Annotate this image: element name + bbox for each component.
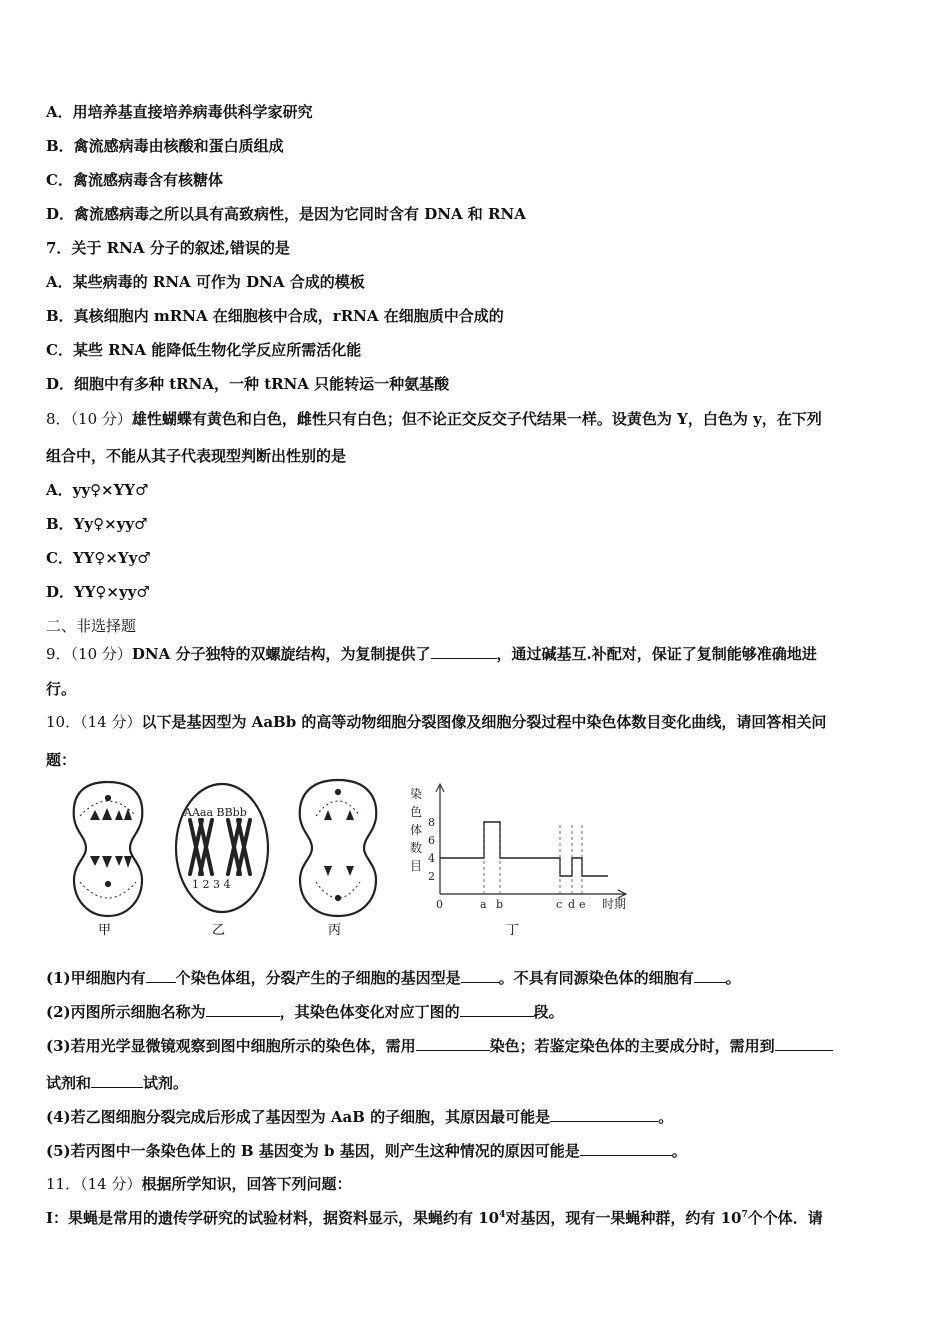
q11-stem-text: 根据所学知识，回答下列问题： xyxy=(141,1175,352,1193)
x-tick-0: 0 xyxy=(436,898,443,911)
q10-part1-blank-2 xyxy=(461,966,499,983)
q11-stem xyxy=(46,1174,910,1194)
q10-part4-blank-1 xyxy=(550,1105,658,1122)
q10-part1-blank-1 xyxy=(146,966,176,983)
q10-stem-text1: 以下是基因型为 AaBb 的高等动物细胞分裂图像及细胞分裂过程中染色体数目变化曲线，请回答相关问 xyxy=(141,713,827,731)
q10-part3-text-d: 试剂。 xyxy=(143,1074,189,1092)
q10-part1-text-b: 个染色体组，分裂产生的子细胞的基因型是 xyxy=(175,969,461,987)
label-bing: 丙 xyxy=(328,923,342,936)
label-yi: 乙 xyxy=(212,923,226,936)
y-label-char: 染 xyxy=(410,787,423,801)
y-tick-label: 6 xyxy=(428,834,435,847)
y-tick-label: 2 xyxy=(428,870,435,883)
q10-part3-text-b: 染色；若鉴定染色体的主要成分时，需用到 xyxy=(489,1037,775,1055)
y-tick-label: 4 xyxy=(428,852,435,865)
q10-part3-text-a: (3)若用光学显微镜观察到图中细胞所示的染色体，需用 xyxy=(46,1037,416,1055)
q8-option-d: D．YY♀×yy♂ xyxy=(46,583,150,601)
q11-sup-2: 7 xyxy=(741,1210,748,1220)
q8-option-c: C．YY♀×Yy♂ xyxy=(46,549,151,567)
q10-part2-blank-1 xyxy=(206,1000,280,1017)
q10-stem-line2: 题： xyxy=(46,751,77,769)
q10-part3-line1 xyxy=(46,1034,910,1056)
yi-top-label: AAaa BBbb xyxy=(184,806,247,819)
q11-part1-text-a: I：果蝇是常用的遗传学研究的试验材料，据资料显示，果蝇约有 10 xyxy=(46,1209,500,1227)
graph-ding xyxy=(410,784,626,911)
q10-part1-text-d: 。 xyxy=(725,969,741,987)
q9-blank-1 xyxy=(431,642,497,659)
x-tick-a: a xyxy=(480,898,487,911)
q10-part3-blank-3 xyxy=(91,1071,143,1088)
y-label-char: 目 xyxy=(410,859,423,873)
q9-stem-line2: 行。 xyxy=(46,680,77,698)
q11-part1-text-b: 对基因，现有一果蝇种群，约有 10 xyxy=(505,1209,742,1227)
q11-sup-1: 4 xyxy=(499,1210,506,1220)
q10-part2-blank-2 xyxy=(460,1000,534,1017)
q9-stem-line1 xyxy=(46,642,910,664)
x-axis-label: 时期 xyxy=(602,897,627,911)
cell-yi xyxy=(176,784,268,912)
q10-part1-blank-3 xyxy=(694,966,726,983)
q10-part5 xyxy=(46,1139,910,1161)
q9-stem-text1a: DNA 分子独特的双螺旋结构，为复制提供了 xyxy=(131,645,431,663)
chromosome-curve xyxy=(440,822,608,876)
q10-part2-text-a: (2)丙图所示细胞名称为 xyxy=(46,1003,206,1021)
y-label-char: 数 xyxy=(410,841,423,855)
section-heading: 二、非选择题 xyxy=(46,617,137,635)
q6-option-c: C．禽流感病毒含有核糖体 xyxy=(46,171,223,189)
y-label-char: 色 xyxy=(410,805,423,819)
q8-option-b: B．Yy♀×yy♂ xyxy=(46,515,148,533)
label-jia: 甲 xyxy=(98,923,112,936)
q7-option-c: C．某些 RNA 能降低生物化学反应所需活化能 xyxy=(46,341,362,359)
q10-part4-text-b: 。 xyxy=(658,1108,674,1126)
x-tick-e: e xyxy=(579,898,586,911)
q6-option-d: D．禽流感病毒之所以具有高致病性，是因为它同时含有 DNA 和 RNA xyxy=(46,205,526,223)
q6-option-a: A．用培养基直接培养病毒供科学家研究 xyxy=(46,103,313,121)
q7-option-b: B．真核细胞内 mRNA 在细胞核中合成，rRNA 在细胞质中合成的 xyxy=(46,307,504,325)
q10-part5-text-a: (5)若丙图中一条染色体上的 B 基因变为 b 基因，则产生这种情况的原因可能是 xyxy=(46,1142,580,1160)
q10-part1-text-a: (1)甲细胞内有 xyxy=(46,969,146,987)
q8-stem-text1: 雄性蝴蝶有黄色和白色，雌性只有白色；但不论正交反交子代结果一样。设黄色为 Y，白色为 y，在下列 xyxy=(131,410,822,428)
y-tick-label: 8 xyxy=(428,816,435,829)
q7-option-a: A．某些病毒的 RNA 可作为 DNA 合成的模板 xyxy=(46,273,365,291)
y-label-char: 体 xyxy=(410,823,423,837)
q10-part3-line2 xyxy=(46,1071,910,1093)
q10-part2-text-c: 段。 xyxy=(533,1003,564,1021)
x-tick-c: c xyxy=(556,898,563,911)
cell-division-figure xyxy=(60,776,650,936)
q11-part1-line1 xyxy=(46,1208,910,1228)
yi-number-label: 1 2 3 4 xyxy=(192,878,231,891)
label-ding: 丁 xyxy=(506,923,520,936)
q11-part1-text-c: 个个体．请 xyxy=(747,1209,823,1227)
q6-option-b: B．禽流感病毒由核酸和蛋白质组成 xyxy=(46,137,284,155)
q10-part4 xyxy=(46,1105,910,1127)
q10-part3-text-c: 试剂和 xyxy=(46,1074,92,1092)
q8-stem-line2: 组合中，不能从其子代表现型判断出性别的是 xyxy=(46,447,347,465)
q10-part2-text-b: ，其染色体变化对应丁图的 xyxy=(279,1003,460,1021)
q9-number: 9．（10 分） xyxy=(46,645,132,663)
q10-part5-blank-1 xyxy=(580,1139,672,1156)
q7-option-d: D．细胞中有多种 tRNA，一种 tRNA 只能转运一种氨基酸 xyxy=(46,375,450,393)
q8-stem-line1 xyxy=(46,409,910,429)
q11-number: 11．（14 分） xyxy=(46,1175,142,1193)
q10-part5-text-b: 。 xyxy=(671,1142,687,1160)
q10-number: 10．（14 分） xyxy=(46,713,142,731)
q10-part1 xyxy=(46,966,910,988)
cell-bing xyxy=(300,780,376,916)
q8-number: 8．（10 分） xyxy=(46,410,132,428)
x-tick-d: d xyxy=(568,898,576,911)
x-tick-b: b xyxy=(496,898,504,911)
q10-stem-line1 xyxy=(46,712,910,732)
q10-part3-blank-2 xyxy=(775,1034,833,1051)
q10-part2 xyxy=(46,1000,910,1022)
q10-part4-text-a: (4)若乙图细胞分裂完成后形成了基因型为 AaB 的子细胞，其原因最可能是 xyxy=(46,1108,551,1126)
q7-stem: 7．关于 RNA 分子的叙述,错误的是 xyxy=(46,239,290,257)
q10-part1-text-c: 。不具有同源染色体的细胞有 xyxy=(498,969,694,987)
cell-jia xyxy=(74,782,143,916)
q10-part3-blank-1 xyxy=(416,1034,490,1051)
q8-option-a: A．yy♀×YY♂ xyxy=(46,481,149,499)
q9-stem-text1b: ，通过碱基互.补配对，保证了复制能够准确地进 xyxy=(496,645,817,663)
